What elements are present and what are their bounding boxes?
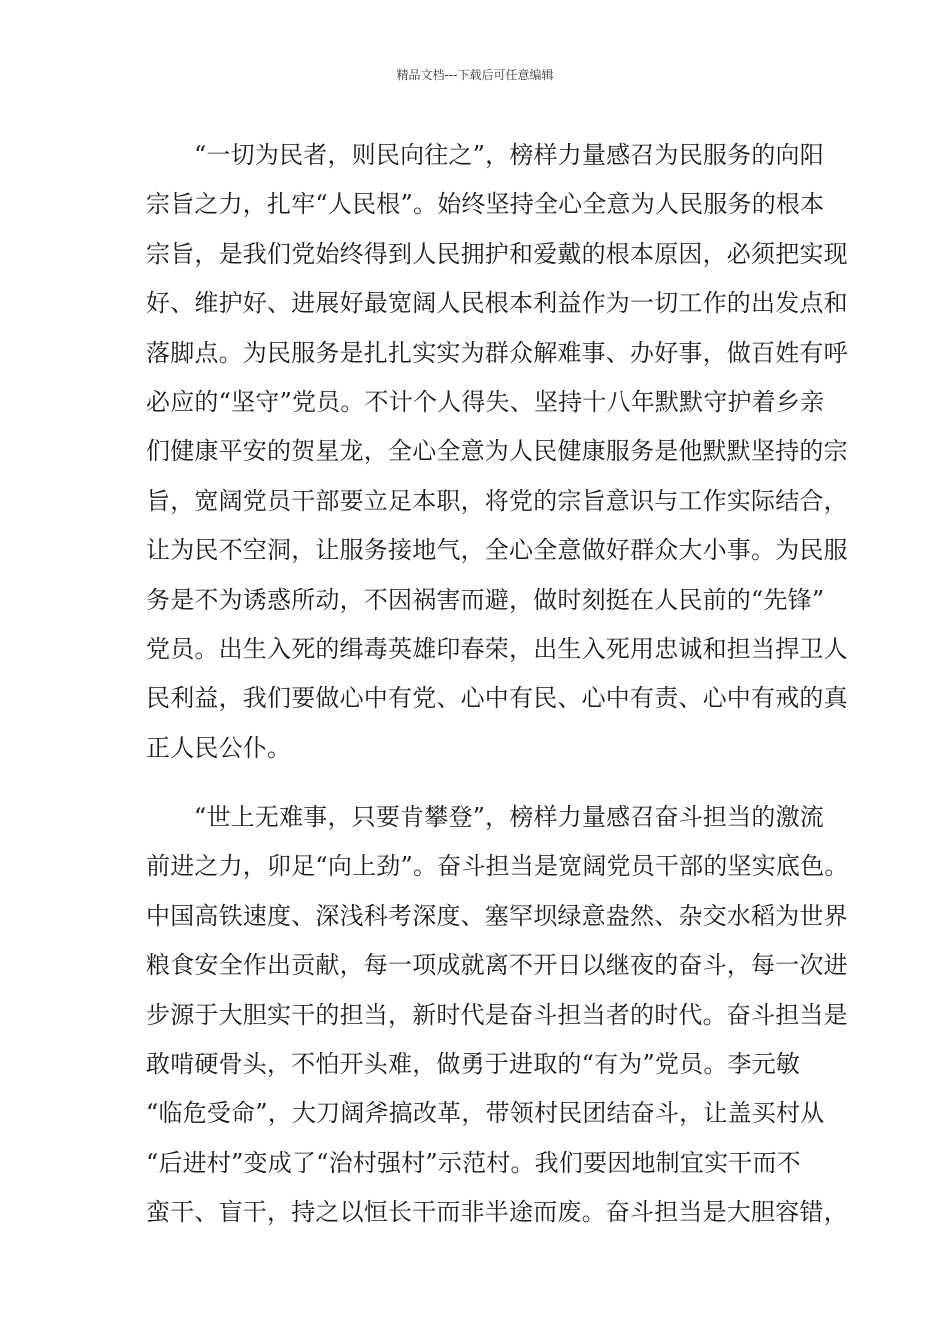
paragraph-line: 好、维护好、进展好最宽阔人民根本利益作为一切工作的出发点和 <box>146 289 848 318</box>
paragraph-line: 前进之力，卯足“向上劲”。奋斗担当是宽阔党员干部的坚实底色。 <box>146 852 849 881</box>
paragraph-line: 正人民公仆。 <box>146 733 292 762</box>
paragraph-line: 宗旨，是我们党始终得到人民拥护和爱戴的根本原因，必须把实现 <box>146 239 848 268</box>
paragraph-line: “临危受命”，大刀阔斧搞改革，带领村民团结奋斗，让盖买村从 <box>146 1099 825 1128</box>
paragraph-line: 们健康平安的贺星龙，全心全意为人民健康服务是他默默坚持的宗 <box>146 437 848 466</box>
paragraph-line: 中国高铁速度、深浅科考深度、塞罕坝绿意盎然、杂交水稻为世界 <box>146 901 848 930</box>
paragraph-line: 让为民不空洞，让服务接地气，全心全意做好群众大小事。为民服 <box>146 536 848 565</box>
paragraph-1 <box>146 131 848 773</box>
paragraph-line: 蛮干、盲干，持之以恒长干而非半途而废。奋斗担当是大胆容错， <box>146 1198 848 1227</box>
paragraph-line: 粮食安全作出贡献，每一项成就离不开日以继夜的奋斗，每一次进 <box>146 951 848 980</box>
page-header: 精品文档---下载后可任意编辑 <box>396 68 554 82</box>
paragraph-2 <box>146 793 849 1238</box>
paragraph-line: 必应的“坚守”党员。不计个人得失、坚持十八年默默守护着乡亲 <box>146 387 825 416</box>
paragraph-line: “后进村”变成了“治村强村”示范村。我们要因地制宜实干而不 <box>146 1148 801 1177</box>
paragraph-line: “世上无难事，只要肯攀登”，榜样力量感召奋斗担当的激流 <box>194 803 824 832</box>
paragraph-line: 敢啃硬骨头，不怕开头难，做勇于进取的“有为”党员。李元敏 <box>146 1050 801 1079</box>
paragraph-line: 旨，宽阔党员干部要立足本职，将党的宗旨意识与工作实际结合， <box>146 486 848 515</box>
paragraph-line: 民利益，我们要做心中有党、心中有民、心中有责、心中有戒的真 <box>146 684 848 713</box>
paragraph-line: 落脚点。为民服务是扎扎实实为群众解难事、办好事，做百姓有呼 <box>146 338 848 367</box>
document-body <box>146 131 849 1238</box>
paragraph-line: 务是不为诱惑所动，不因祸害而避，做时刻挺在人民前的“先锋” <box>146 585 825 614</box>
paragraph-line: 党员。出生入死的缉毒英雄印春荣，出生入死用忠诚和担当捍卫人 <box>146 634 848 663</box>
paragraph-line: “一切为民者，则民向往之”，榜样力量感召为民服务的向阳 <box>194 141 824 169</box>
paragraph-line: 步源于大胆实干的担当，新时代是奋斗担当者的时代。奋斗担当是 <box>146 1000 848 1029</box>
paragraph-spacer <box>146 773 806 793</box>
paragraph-line: 宗旨之力，扎牢“人民根”。始终坚持全心全意为人民服务的根本 <box>146 190 825 219</box>
